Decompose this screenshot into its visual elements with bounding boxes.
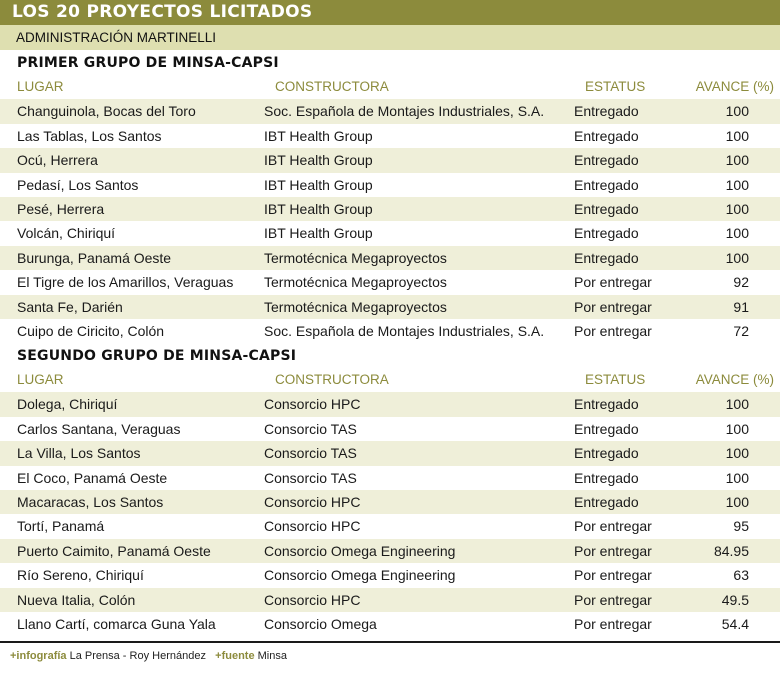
cell-avance: 54.4: [721, 615, 749, 632]
cell-avance: 100: [725, 152, 749, 169]
page-subtitle: ADMINISTRACIÓN MARTINELLI: [0, 25, 780, 50]
cell-avance: 72: [733, 322, 749, 339]
column-header-lugar: LUGAR: [17, 372, 64, 387]
cell-estatus: Entregado: [574, 249, 639, 266]
table-row: [0, 392, 780, 416]
footer-divider: [0, 641, 780, 643]
table-row: [0, 246, 780, 270]
table-row: [0, 173, 780, 197]
cell-lugar: Carlos Santana, Veraguas: [17, 420, 181, 437]
cell-estatus: Por entregar: [574, 542, 652, 559]
cell-avance: 91: [733, 298, 749, 315]
cell-estatus: Entregado: [574, 176, 639, 193]
cell-estatus: Entregado: [574, 420, 639, 437]
cell-lugar: Dolega, Chiriquí: [17, 396, 118, 413]
group-title: PRIMER GRUPO DE MINSA-CAPSI: [17, 55, 279, 71]
cell-avance: 100: [725, 469, 749, 486]
cell-estatus: Por entregar: [574, 567, 652, 584]
table-row: [0, 514, 780, 538]
infografia-value: La Prensa - Roy Hernández: [69, 650, 206, 662]
cell-avance: 100: [725, 493, 749, 510]
cell-estatus: Entregado: [574, 445, 639, 462]
cell-lugar: Ocú, Herrera: [17, 152, 98, 169]
footer-credits: [10, 650, 287, 662]
column-header-lugar: LUGAR: [17, 79, 64, 94]
table-row: [0, 148, 780, 172]
cell-avance: 100: [725, 127, 749, 144]
table-row: [0, 197, 780, 221]
table-row: [0, 295, 780, 319]
cell-lugar: Tortí, Panamá: [17, 518, 105, 535]
cell-constructora: IBT Health Group: [264, 127, 373, 144]
cell-avance: 92: [733, 274, 749, 291]
cell-constructora: Termotécnica Megaproyectos: [264, 274, 447, 291]
cell-estatus: Entregado: [574, 469, 639, 486]
cell-constructora: Soc. Española de Montajes Industriales, S.A.: [264, 103, 545, 120]
cell-constructora: Consorcio Omega Engineering: [264, 542, 456, 559]
cell-avance: 100: [725, 103, 749, 120]
cell-estatus: Entregado: [574, 200, 639, 217]
cell-lugar: Llano Cartí, comarca Guna Yala: [17, 615, 216, 632]
infografia-label: +infografía: [10, 650, 67, 662]
table-body: [0, 99, 780, 343]
group-segundo: [0, 345, 780, 636]
cell-lugar: Pesé, Herrera: [17, 200, 105, 217]
cell-constructora: Consorcio HPC: [264, 591, 361, 608]
cell-avance: 100: [725, 420, 749, 437]
cell-avance: 100: [725, 176, 749, 193]
cell-estatus: Entregado: [574, 103, 639, 120]
cell-estatus: Entregado: [574, 152, 639, 169]
table-row: [0, 588, 780, 612]
cell-estatus: Por entregar: [574, 298, 652, 315]
cell-constructora: Consorcio HPC: [264, 396, 361, 413]
cell-estatus: Entregado: [574, 225, 639, 242]
cell-constructora: Consorcio TAS: [264, 445, 357, 462]
cell-avance: 100: [725, 200, 749, 217]
table-row: [0, 466, 780, 490]
cell-estatus: Por entregar: [574, 274, 652, 291]
cell-lugar: Changuinola, Bocas del Toro: [17, 103, 196, 120]
cell-estatus: Por entregar: [574, 591, 652, 608]
cell-constructora: Consorcio Omega: [264, 615, 377, 632]
column-header-constructora: CONSTRUCTORA: [275, 79, 389, 94]
cell-lugar: El Tigre de los Amarillos, Veraguas: [17, 274, 234, 291]
cell-lugar: La Villa, Los Santos: [17, 445, 141, 462]
cell-constructora: Consorcio HPC: [264, 518, 361, 535]
cell-avance: 100: [725, 445, 749, 462]
table-row: [0, 490, 780, 514]
fuente-label: +fuente: [215, 650, 255, 662]
cell-lugar: Río Sereno, Chiriquí: [17, 567, 144, 584]
cell-estatus: Entregado: [574, 127, 639, 144]
table-row: [0, 417, 780, 441]
cell-lugar: Las Tablas, Los Santos: [17, 127, 162, 144]
column-header-estatus: ESTATUS: [585, 372, 646, 387]
cell-estatus: Por entregar: [574, 518, 652, 535]
table-row: [0, 441, 780, 465]
cell-lugar: Puerto Caimito, Panamá Oeste: [17, 542, 211, 559]
cell-constructora: IBT Health Group: [264, 176, 373, 193]
cell-constructora: IBT Health Group: [264, 152, 373, 169]
cell-estatus: Entregado: [574, 396, 639, 413]
table-row: [0, 99, 780, 123]
cell-constructora: Termotécnica Megaproyectos: [264, 249, 447, 266]
cell-avance: 100: [725, 396, 749, 413]
cell-avance: 49.5: [721, 591, 749, 608]
cell-constructora: Consorcio TAS: [264, 420, 357, 437]
table-row: [0, 319, 780, 343]
table-body: [0, 392, 780, 636]
fuente-value: Minsa: [257, 650, 287, 662]
cell-constructora: Consorcio Omega Engineering: [264, 567, 456, 584]
cell-avance: 84.95: [713, 542, 749, 559]
cell-lugar: Volcán, Chiriquí: [17, 225, 116, 242]
cell-avance: 100: [725, 225, 749, 242]
cell-estatus: Por entregar: [574, 322, 652, 339]
table-row: [0, 221, 780, 245]
cell-lugar: El Coco, Panamá Oeste: [17, 469, 168, 486]
cell-lugar: Burunga, Panamá Oeste: [17, 249, 172, 266]
table-row: [0, 270, 780, 294]
cell-lugar: Santa Fe, Darién: [17, 298, 123, 315]
page-title: LOS 20 PROYECTOS LICITADOS: [0, 0, 780, 25]
column-header-constructora: CONSTRUCTORA: [275, 372, 389, 387]
column-header-estatus: ESTATUS: [585, 79, 646, 94]
cell-lugar: Cuipo de Ciricito, Colón: [17, 322, 165, 339]
table-header: [0, 75, 780, 99]
cell-estatus: Por entregar: [574, 615, 652, 632]
table-row: [0, 612, 780, 636]
table-row: [0, 124, 780, 148]
cell-constructora: Soc. Española de Montajes Industriales, S.A.: [264, 322, 545, 339]
cell-constructora: Consorcio TAS: [264, 469, 357, 486]
table-row: [0, 563, 780, 587]
cell-estatus: Entregado: [574, 493, 639, 510]
cell-constructora: IBT Health Group: [264, 225, 373, 242]
group-primer: [0, 52, 780, 343]
table-row: [0, 539, 780, 563]
cell-avance: 100: [725, 249, 749, 266]
table-header: [0, 368, 780, 392]
column-header-avance: AVANCE (%): [695, 372, 774, 387]
cell-avance: 95: [733, 518, 749, 535]
cell-lugar: Nueva Italia, Colón: [17, 591, 136, 608]
cell-avance: 63: [733, 567, 749, 584]
group-title: SEGUNDO GRUPO DE MINSA-CAPSI: [17, 348, 297, 364]
cell-constructora: Termotécnica Megaproyectos: [264, 298, 447, 315]
column-header-avance: AVANCE (%): [695, 79, 774, 94]
cell-lugar: Pedasí, Los Santos: [17, 176, 139, 193]
cell-lugar: Macaracas, Los Santos: [17, 493, 164, 510]
cell-constructora: IBT Health Group: [264, 200, 373, 217]
cell-constructora: Consorcio HPC: [264, 493, 361, 510]
